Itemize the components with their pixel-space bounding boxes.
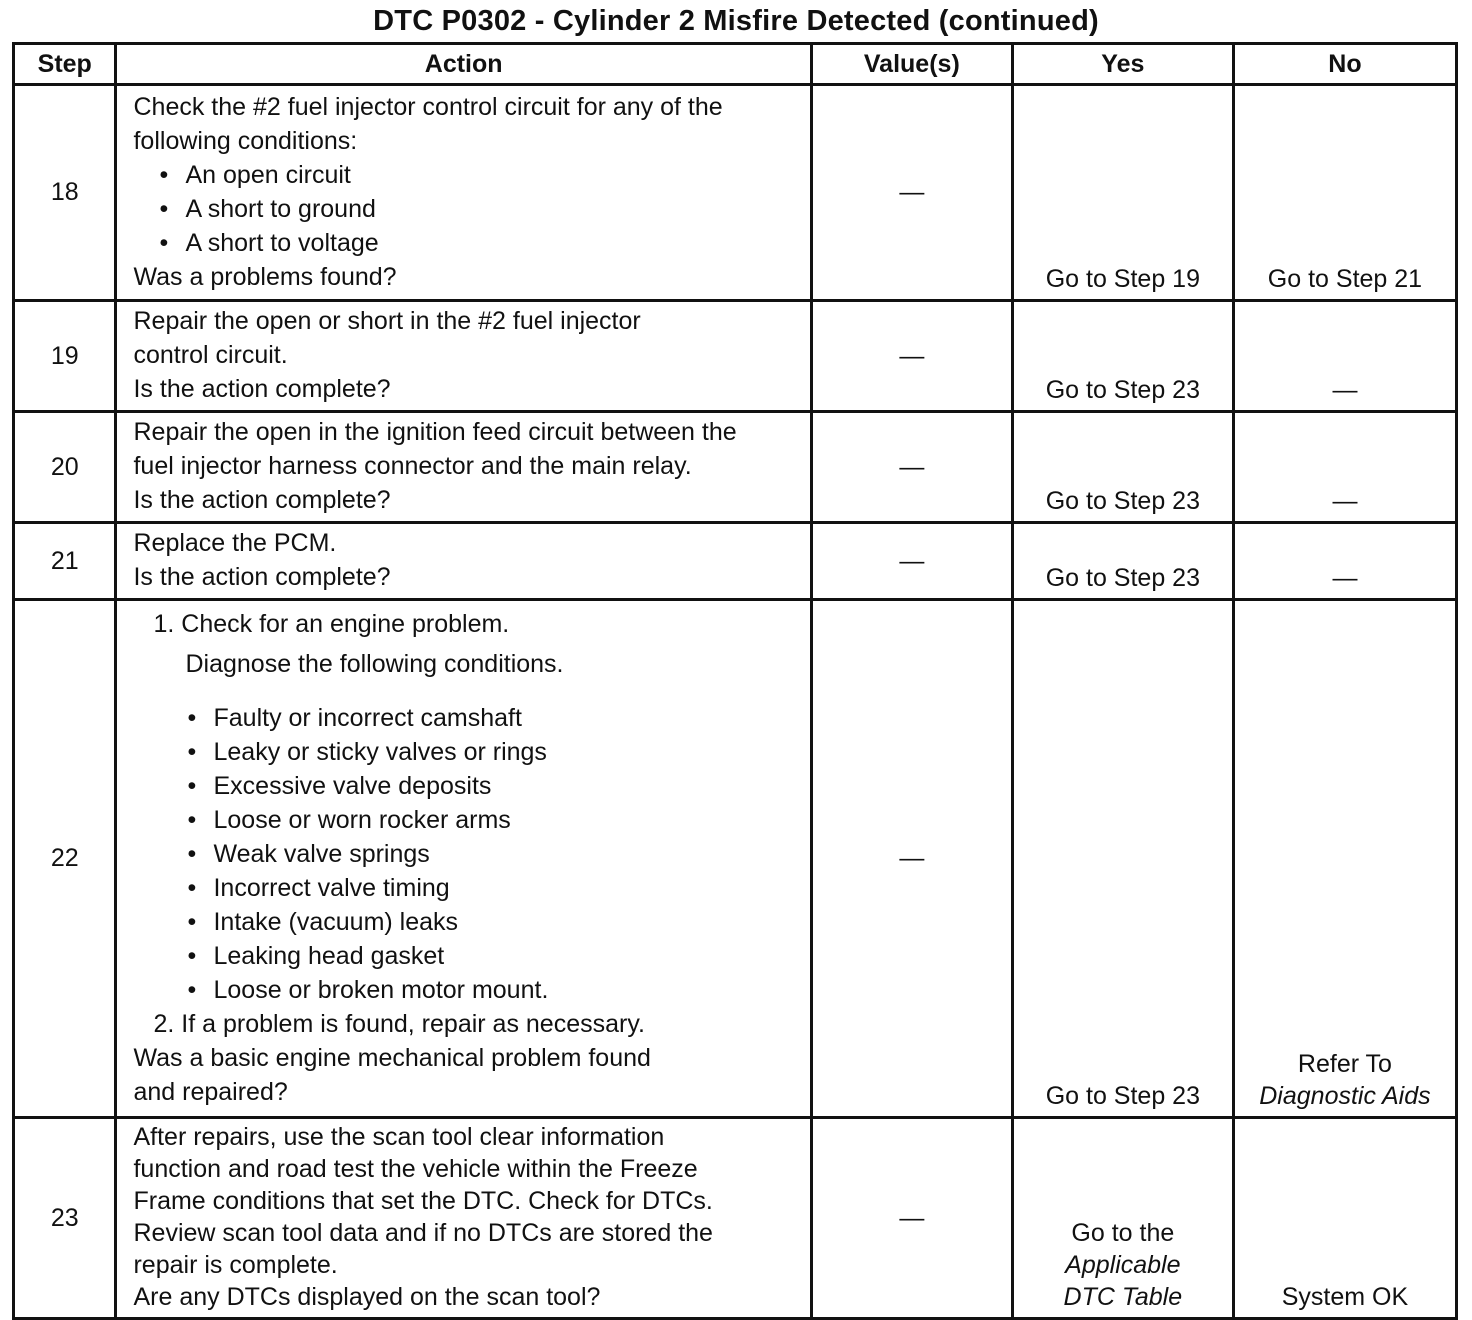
action-cell [116, 1118, 811, 1319]
action-line: control circuit. [133, 341, 288, 369]
action-question: Is the action complete? [133, 375, 391, 403]
list-item: • Faulty or incorrect camshaft [187, 701, 799, 735]
no-cell [1233, 600, 1456, 1118]
table-row-step-21 [14, 523, 1457, 600]
no-line: Refer To [1297, 1050, 1392, 1078]
value-cell: — [811, 1118, 1012, 1319]
list-item: • Weak valve springs [187, 837, 799, 871]
action-line: function and road test the vehicle within the Freeze [133, 1155, 698, 1183]
action-question: Are any DTCs displayed on the scan tool? [133, 1283, 601, 1311]
action-question: Is the action complete? [133, 486, 391, 514]
step-number: 21 [14, 523, 116, 600]
no-cell: Go to Step 21 [1233, 85, 1456, 301]
action-line: Repair the open or short in the #2 fuel injector [133, 307, 641, 335]
yes-cell [1012, 1118, 1233, 1319]
yes-line: DTC Table [1063, 1283, 1183, 1311]
list-item: • A short to ground [159, 192, 799, 226]
action-line: following conditions: [133, 126, 358, 155]
table-row-step-20 [14, 412, 1457, 523]
list-item: • Loose or broken motor mount. [187, 973, 799, 1007]
step-number: 19 [14, 301, 116, 412]
value-cell: — [811, 85, 1012, 301]
list-item: • Excessive valve deposits [187, 769, 799, 803]
value-cell: — [811, 600, 1012, 1118]
header-step: Step [14, 44, 116, 85]
yes-cell: Go to Step 23 [1012, 301, 1233, 412]
no-cell: — [1233, 523, 1456, 600]
header-row [14, 44, 1457, 85]
action-line: fuel injector harness connector and the main relay. [133, 452, 692, 480]
no-cell: System OK [1233, 1118, 1456, 1319]
action-cell [116, 85, 811, 301]
yes-line: Applicable [1065, 1251, 1181, 1279]
action-question: Is the action complete? [133, 563, 391, 591]
action-cell [116, 301, 811, 412]
header-action: Action [116, 44, 811, 85]
table-row-step-23 [14, 1118, 1457, 1319]
action-line: Diagnose the following conditions. [185, 649, 564, 678]
step-number: 20 [14, 412, 116, 523]
step-number: 23 [14, 1118, 116, 1319]
diagnostic-table [12, 42, 1458, 1320]
condition-list [133, 158, 799, 260]
yes-cell: Go to Step 23 [1012, 600, 1233, 1118]
yes-cell: Go to Step 19 [1012, 85, 1233, 301]
action-line: Repair the open in the ignition feed circuit between the [133, 418, 737, 446]
action-line: Check the #2 fuel injector control circuit for any of the [133, 92, 723, 121]
action-line: Replace the PCM. [133, 529, 337, 557]
diagnostic-aids-link: Diagnostic Aids [1259, 1082, 1431, 1110]
action-line: repair is complete. [133, 1251, 338, 1279]
value-cell: — [811, 412, 1012, 523]
list-item: • Intake (vacuum) leaks [187, 905, 799, 939]
header-no: No [1233, 44, 1456, 85]
step-number: 18 [14, 85, 116, 301]
action-line: Frame conditions that set the DTC. Check for DTCs. [133, 1187, 713, 1215]
yes-cell: Go to Step 23 [1012, 523, 1233, 600]
action-question: and repaired? [133, 1077, 288, 1106]
header-yes: Yes [1012, 44, 1233, 85]
yes-line: Go to the [1071, 1219, 1175, 1247]
no-cell: — [1233, 301, 1456, 412]
list-item: • Leaky or sticky valves or rings [187, 735, 799, 769]
step-number: 22 [14, 600, 116, 1118]
action-cell [116, 412, 811, 523]
list-item: • A short to voltage [159, 226, 799, 260]
action-cell [116, 523, 811, 600]
header-value: Value(s) [811, 44, 1012, 85]
list-item: • Loose or worn rocker arms [187, 803, 799, 837]
action-cell [116, 600, 811, 1118]
action-question: Was a problems found? [133, 262, 397, 291]
page-title: DTC P0302 - Cylinder 2 Misfire Detected (continued) [373, 5, 1099, 37]
yes-cell: Go to Step 23 [1012, 412, 1233, 523]
list-item: • Leaking head gasket [187, 939, 799, 973]
no-cell: — [1233, 412, 1456, 523]
table-row-step-22 [14, 600, 1457, 1118]
value-cell: — [811, 523, 1012, 600]
condition-list [133, 701, 799, 1007]
numbered-item: 2. If a problem is found, repair as necessary. [153, 1009, 645, 1038]
action-line: After repairs, use the scan tool clear information [133, 1123, 665, 1151]
list-item: • Incorrect valve timing [187, 871, 799, 905]
table-row-step-18 [14, 85, 1457, 301]
table-row-step-19 [14, 301, 1457, 412]
action-question: Was a basic engine mechanical problem found [133, 1043, 651, 1072]
action-line: Review scan tool data and if no DTCs are stored the [133, 1219, 713, 1247]
numbered-item: 1. Check for an engine problem. [153, 609, 510, 638]
value-cell: — [811, 301, 1012, 412]
list-item: • An open circuit [159, 158, 799, 192]
